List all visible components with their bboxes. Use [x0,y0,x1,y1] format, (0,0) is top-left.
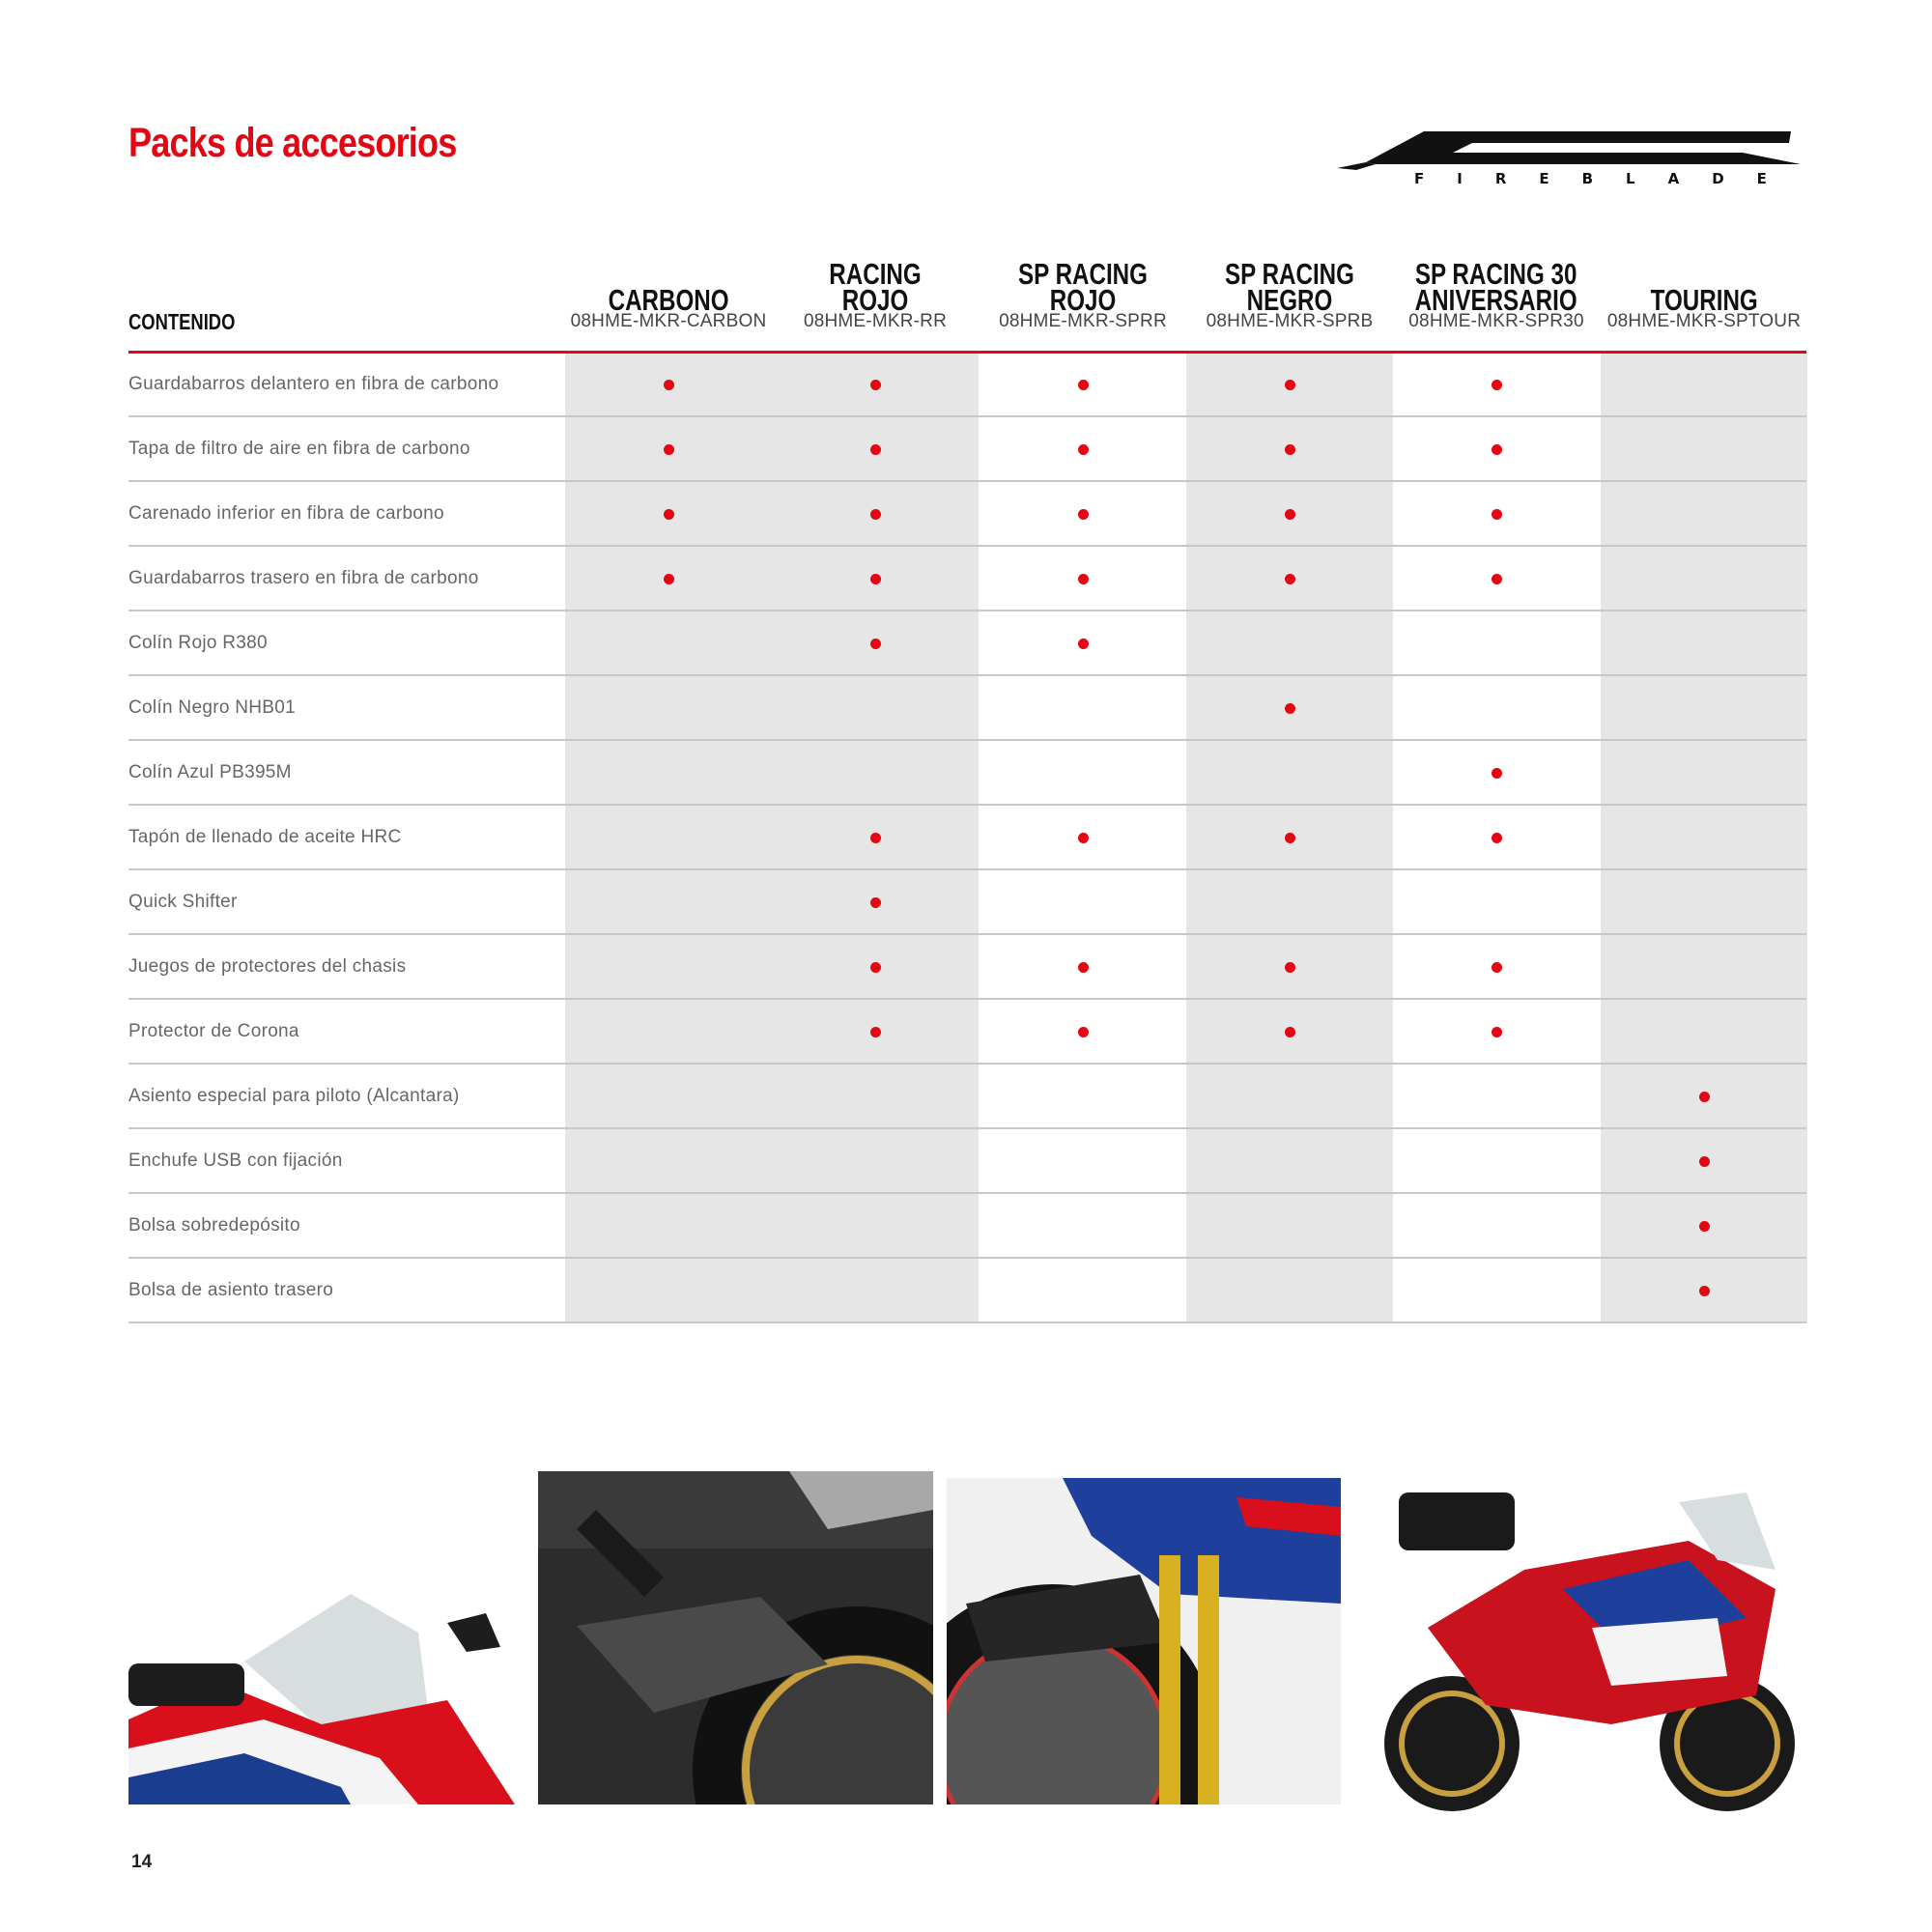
table-row [128,417,1806,482]
page-number: 14 [131,1852,153,1872]
included-dot [1285,833,1295,843]
column-name: CARBONO [608,283,729,317]
included-dot [1078,1027,1089,1037]
included-dot [870,962,881,973]
row-label: Carenado inferior en fibra de carbono [128,503,444,524]
column-header [1393,232,1600,353]
table-row [128,935,1806,1000]
page-title: Packs de accesorios [128,120,457,166]
included-dot [1285,703,1295,714]
included-dot [1285,444,1295,455]
included-dot [870,1027,881,1037]
included-dot [664,574,674,584]
included-dot [1078,509,1089,520]
included-dot [1492,574,1502,584]
table-row [128,1129,1806,1194]
included-dot [1078,380,1089,390]
column-name: SP RACING 30 ANIVERSARIO [1415,257,1577,317]
column-name: TOURING [1650,283,1758,317]
included-dot [1492,768,1502,779]
included-dot [1285,380,1295,390]
included-dot [870,444,881,455]
row-label: Colín Negro NHB01 [128,697,297,718]
included-dot [1285,574,1295,584]
front-fender-photo [947,1478,1341,1804]
row-label: Guardabarros trasero en fibra de carbono [128,568,479,588]
included-dot [1078,639,1089,649]
row-label: Juegos de protectores del chasis [128,956,407,977]
column-header [980,232,1186,353]
touring-bike-photo [1370,1483,1806,1821]
rear-hugger-photo [538,1471,933,1804]
column-header [772,232,979,353]
row-label: Bolsa de asiento trasero [128,1280,334,1300]
included-dot [1492,833,1502,843]
column-code: 08HME-MKR-RR [803,311,948,331]
included-dot [1492,509,1502,520]
row-label: Asiento especial para piloto (Alcantara) [128,1086,460,1106]
column-code: 08HME-MKR-SPTOUR [1606,311,1802,331]
included-dot [1285,509,1295,520]
included-dot [870,509,881,520]
included-dot [1699,1156,1710,1167]
column-name: SP RACING ROJO [1018,257,1148,317]
column-code: 08HME-MKR-SPR30 [1408,311,1584,331]
contenido-header: CONTENIDO [128,309,236,334]
column-header [565,232,772,353]
column-code: 08HME-MKR-SPRB [1206,311,1374,331]
table-row [128,1194,1806,1259]
included-dot [1492,444,1502,455]
row-label: Tapón de llenado de aceite HRC [128,827,402,847]
included-dot [664,380,674,390]
included-dot [1492,380,1502,390]
included-dot [870,574,881,584]
row-label: Guardabarros delantero en fibra de carbono [128,374,499,394]
column-name: RACING ROJO [829,257,922,317]
table-row [128,676,1806,741]
table-row [128,1065,1806,1129]
table-row [128,741,1806,806]
row-label: Bolsa sobredepósito [128,1215,300,1236]
included-dot [664,509,674,520]
included-dot [1078,833,1089,843]
column-code: 08HME-MKR-CARBON [570,311,767,331]
included-dot [1699,1092,1710,1102]
included-dot [1285,1027,1295,1037]
table-row [128,1000,1806,1065]
svg-text:FIREBLADE: FIREBLADE [1414,170,1800,187]
included-dot [1699,1286,1710,1296]
included-dot [1492,1027,1502,1037]
included-dot [870,639,881,649]
table-row [128,1259,1806,1323]
included-dot [1699,1221,1710,1232]
included-dot [664,444,674,455]
windscreen-photo [128,1555,515,1804]
included-dot [870,897,881,908]
column-header [1601,232,1807,353]
included-dot [870,380,881,390]
table-row [128,353,1806,417]
row-label: Colín Rojo R380 [128,633,268,653]
column-code: 08HME-MKR-SPRR [999,311,1167,331]
included-dot [1078,574,1089,584]
row-label: Quick Shifter [128,892,238,912]
table-row [128,547,1806,611]
table-row [128,611,1806,676]
row-label: Enchufe USB con fijación [128,1151,343,1171]
column-name: SP RACING NEGRO [1225,257,1354,317]
included-dot [1492,962,1502,973]
included-dot [1285,962,1295,973]
row-divider [128,1321,1806,1323]
table-row [128,870,1806,935]
included-dot [1078,444,1089,455]
row-label: Tapa de filtro de aire en fibra de carbono [128,439,470,459]
included-dot [870,833,881,843]
table-row [128,482,1806,547]
column-header [1186,232,1393,353]
row-label: Protector de Corona [128,1021,299,1041]
table-row [128,806,1806,870]
cbr-fireblade-logo [1337,124,1804,187]
included-dot [1078,962,1089,973]
row-label: Colín Azul PB395M [128,762,292,782]
